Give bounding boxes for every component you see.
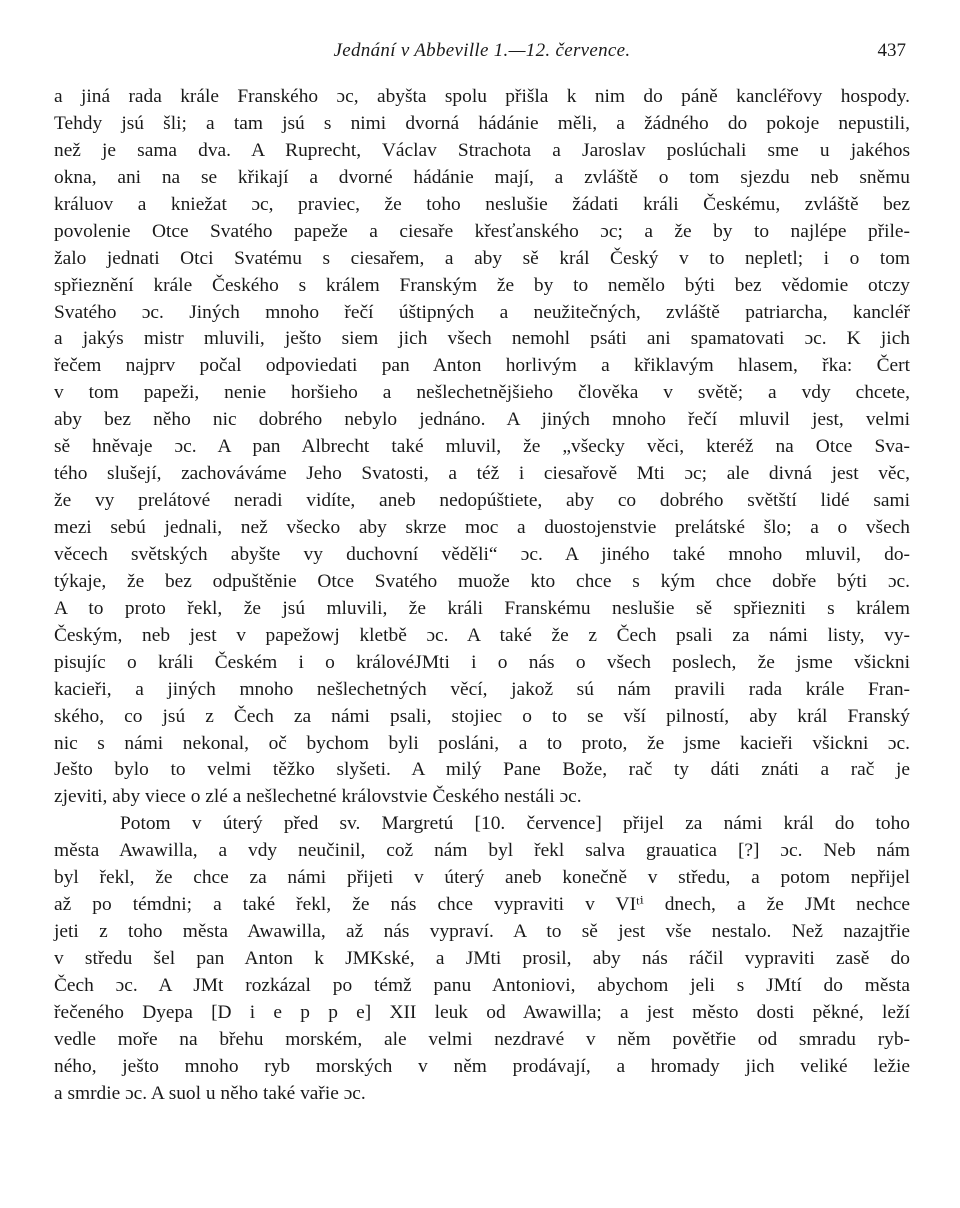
text-line: Tehdy jsú šli; a tam jsú s nimi dvorná hádánie měli, a žádného do pokoje nepustili, bbox=[54, 112, 910, 134]
running-title: Jednání v Abbeville 1.—12. července. bbox=[333, 40, 631, 61]
text-line: A to proto řekl, že jsú mluvili, že králi Franskému neslušie sě spřiezniti s králem bbox=[54, 597, 910, 619]
text-line: aby bez něho nic dobrého nebylo jednáno. A jiných mnoho řečí mluvil jest, velmi bbox=[54, 409, 910, 431]
text-line: jeti z toho města Awawilla, až nás vypraví. A to sě jest vše nestalo. Než nazajtřie bbox=[54, 921, 910, 943]
paragraph-1 bbox=[54, 84, 910, 811]
paragraph-2 bbox=[54, 811, 910, 1107]
text-line: že vy prelátové neradi vidíte, aneb nedopúštiete, aby co dobrého světští lidé sami bbox=[54, 490, 910, 512]
text-line: řečem najprv počal odpoviedati pan Anton horlivým a křiklavým hlasem, řka: Čert bbox=[54, 355, 910, 377]
text-line: byl řekl, že chce za námi přijeti v úterý aneb konečně v středu, a potom nepřijel bbox=[54, 867, 910, 889]
text-line: věcech světských abyšte vy duchovní věděli“ ɔc. A jiného také mnoho mluvil, do- bbox=[54, 543, 910, 565]
text-line: v středu šel pan Anton k JMKské, a JMti prosil, aby nás ráčil vypraviti zasě do bbox=[54, 948, 910, 969]
text-line: a jakýs mistr mluvili, ješto siem jich všech nemohl psáti ani spamatovati ɔc. K jich bbox=[54, 328, 910, 350]
page-number: 437 bbox=[877, 40, 906, 61]
text-line: v tom papeži, nenie horšieho a nešlechetnějšieho člověka v světě; a vdy chcete, bbox=[54, 382, 910, 404]
text-line: Potom v úterý před sv. Margretú [10. července] přijel za námi král do toho bbox=[120, 813, 910, 835]
text-line: týkaje, že bez odpuštěnie Otce Svatého muože kto chce s kým chce dobře býti ɔc. bbox=[54, 570, 910, 592]
text-line: okna, ani na se křikají a dvorné hádánie mají, a zvláště o tom sjezdu neb sněmu bbox=[54, 166, 910, 188]
body-text bbox=[54, 84, 910, 1108]
text-line: pisujíc o králi Českém i o královéJMti i o nás o všech poslech, že jsme všickni bbox=[54, 651, 910, 673]
text-line: a smrdie ɔc. A suol u něho také vařie ɔc. bbox=[54, 1082, 366, 1104]
text-line: povolenie Otce Svatého papeže a ciesaře křesťanského ɔc; a že by to najlépe přile- bbox=[54, 220, 910, 242]
text-line: města Awawilla, a vdy neučinil, což nám byl řekl salva grauatica [?] ɔc. Neb nám bbox=[54, 840, 910, 862]
text-line: Čech ɔc. A JMt rozkázal po témž panu Antoniovi, abychom jeli s JMtí do města bbox=[54, 974, 910, 996]
text-line: nic s námi nekonal, oč bychom byli posláni, a to proto, že jsme kacieři všickni ɔc. bbox=[54, 732, 910, 754]
text-line: až po témdni; a také řekl, že nás chce vypraviti v VIᵗⁱ dnech, a že JMt nechce bbox=[54, 894, 910, 916]
text-line: řečeného Dyepa [D i e p p e] XII leuk od Awawilla; a jest město dosti pěkné, leží bbox=[54, 1001, 910, 1023]
text-line: Českým, neb jest v papežowj kletbě ɔc. A také že z Čech psali za námi listy, vy- bbox=[54, 624, 910, 646]
text-line: zjeviti, aby viece o zlé a nešlechetné královstvie Českého nestáli ɔc. bbox=[54, 786, 582, 808]
text-line: vedle moře na břehu morském, ale velmi nezdravé v něm povětřie od smradu ryb- bbox=[54, 1028, 910, 1050]
text-line: Svatého ɔc. Jiných mnoho řečí úštipných a neužitečných, zvláště patriarcha, kancléř bbox=[54, 301, 910, 323]
text-line: Ješto bylo to velmi těžko slyšeti. A milý Pane Bože, rač ty dáti znáti a rač je bbox=[54, 759, 910, 781]
text-line: ského, co jsú z Čech za námi psali, stojiec o to se vší pilností, aby král Franský bbox=[54, 705, 910, 727]
text-line: spřieznění krále Českého s králem Franským že by to nemělo býti bez vědomie otczy bbox=[54, 274, 910, 296]
text-line: tého slušejí, zachováváme Jeho Svatosti, a též i ciesařově Mti ɔc; ale divná jest věc, bbox=[54, 463, 910, 485]
text-line: než je sama dva. A Ruprecht, Václav Strachota a Jaroslav poslúchali sme u jakéhos bbox=[54, 139, 910, 161]
text-line: a jiná rada krále Franského ɔc, abyšta spolu přišla k nim do páně kancléřovy hospody. bbox=[54, 86, 910, 107]
text-line: mezi sebú jednali, než všecko aby skrze moc a duostojenstvie prelátské šlo; a o všech bbox=[54, 517, 910, 538]
text-line: ného, ješto mnoho ryb morských v něm prodávají, a hromady jich veliké ležie bbox=[54, 1055, 910, 1077]
page-header bbox=[54, 36, 910, 70]
text-line: žalo jednati Otci Svatému s ciesařem, a aby sě král Český v to nepletl; i o tom bbox=[54, 247, 910, 269]
text-line: králuov a kniežat ɔc, praviec, že toho neslušie žádati králi Českému, zvláště bez bbox=[54, 193, 910, 215]
text-line: sě hněvaje ɔc. A pan Albrecht také mluvil, že „všecky věci, kteréž na Otce Sva- bbox=[54, 436, 910, 458]
text-line: kacieři, a jiných mnoho nešlechetných věcí, jakož sú nám pravili rada krále Fran- bbox=[54, 678, 910, 700]
